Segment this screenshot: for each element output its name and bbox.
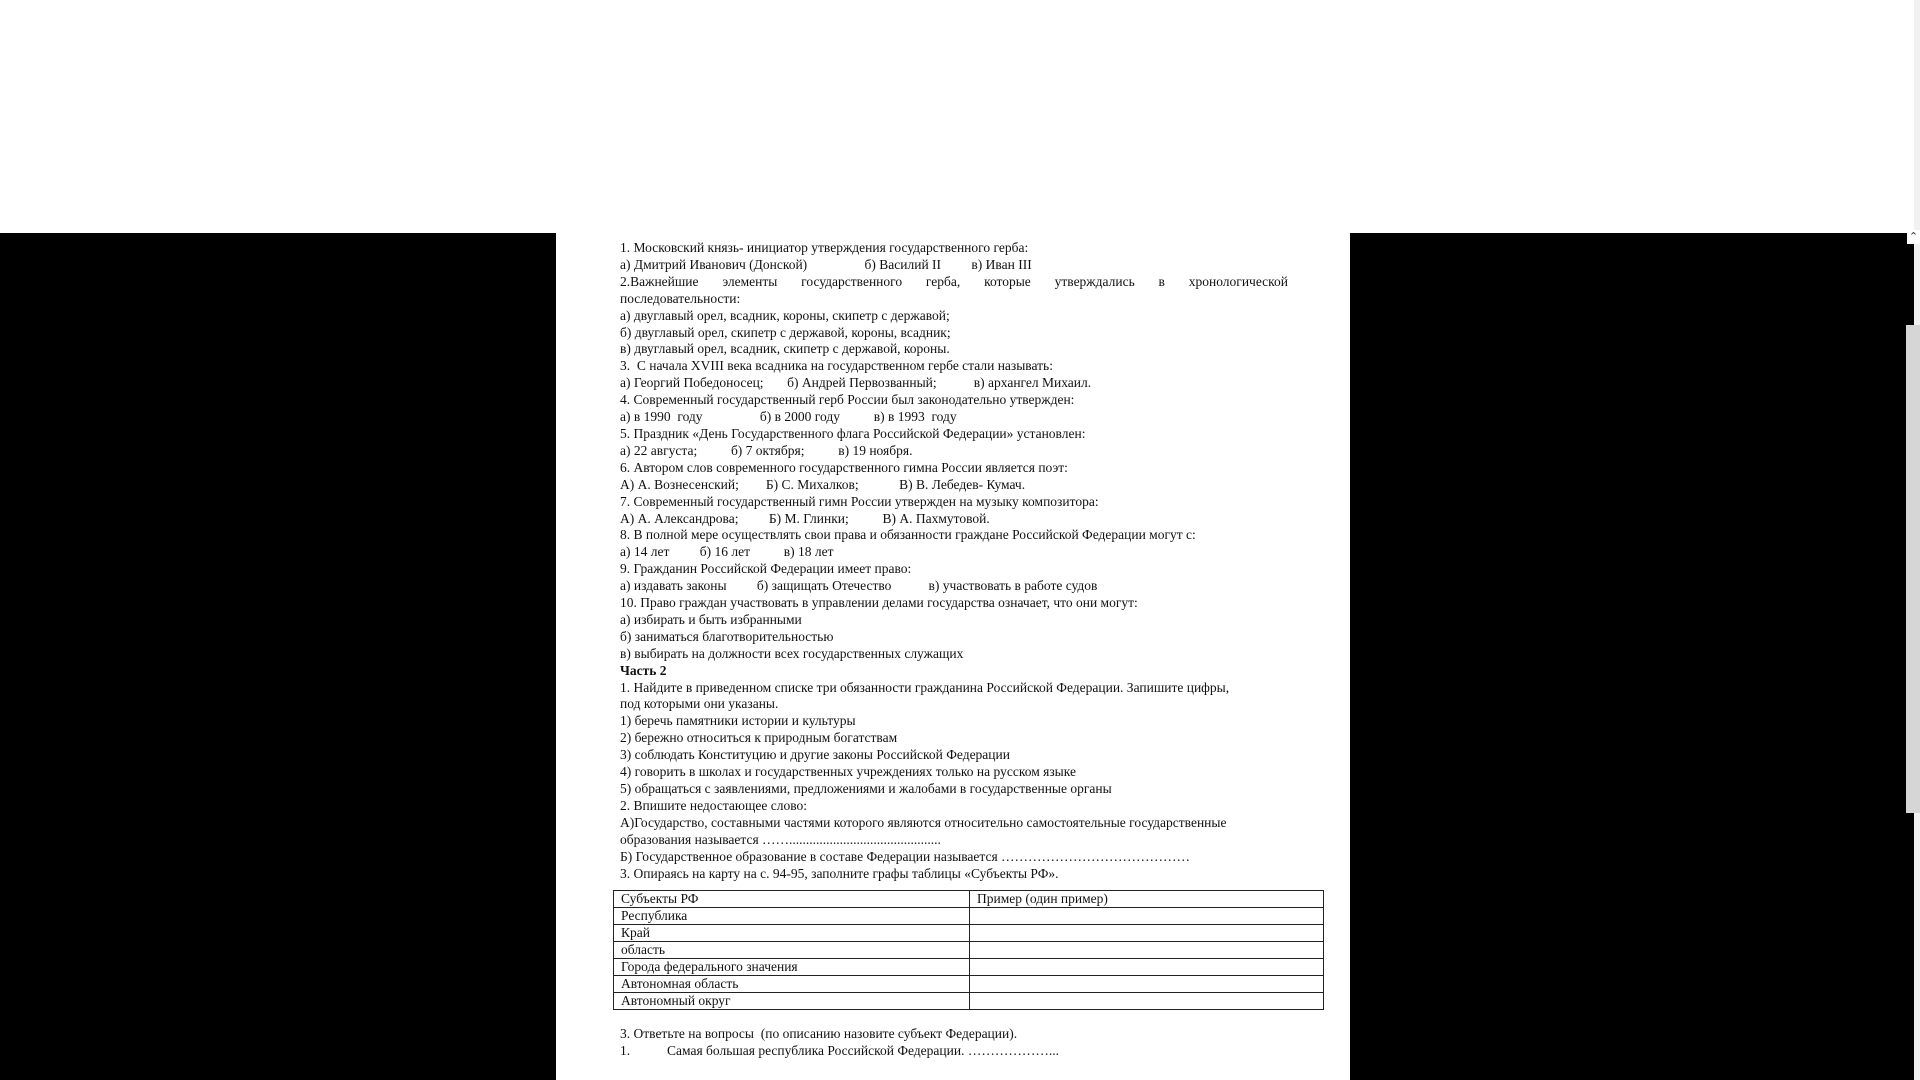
- text-line: образования называется …….............................................: [620, 831, 941, 847]
- empty-answer-cell: [970, 908, 1324, 925]
- text-line: а) издавать законы б) защищать Отечество в) участвовать в работе судов: [620, 578, 1098, 594]
- text-line: 9. Гражданин Российской Федерации имеет право:: [620, 561, 912, 577]
- text-line: Б) Государственное образование в составе Федерации называется ……………………………………: [620, 848, 1191, 864]
- text-line: 8. В полной мере осуществлять свои права и обязанности граждане Российской Федерации могут с:: [620, 527, 1196, 543]
- text-line: А)Государство, составными частями которого являются относительно самостоятельные государственные: [620, 814, 1227, 830]
- part1-section: [620, 240, 1288, 663]
- table-header-cell: Субъекты РФ: [614, 891, 970, 908]
- text-line: 3) соблюдать Конституцию и другие законы Российской Федерации: [620, 747, 1010, 763]
- text-line: 7. Современный государственный гимн России утвержден на музыку композитора:: [620, 493, 1099, 509]
- part2-section: [620, 680, 1288, 883]
- question-text: Самая большая республика Российской Федерации. ………………...: [667, 1043, 1059, 1059]
- table-header-cell: Пример (один пример): [970, 891, 1324, 908]
- text-line: под которыми они указаны.: [620, 696, 779, 712]
- text-line: в) выбирать на должности всех государственных служащих: [620, 645, 964, 661]
- text-line: а) в 1990 году б) в 2000 году в) в 1993 году: [620, 409, 957, 425]
- empty-answer-cell: [970, 942, 1324, 959]
- text-line: последовательности:: [620, 290, 741, 306]
- text-line: в) двуглавый орел, всадник, скипетр с державой, короны.: [620, 341, 950, 357]
- text-line: б) заниматься благотворительностью: [620, 628, 834, 644]
- document-content: [620, 240, 1288, 1060]
- text-line: а) избирать и быть избранными: [620, 611, 802, 627]
- text-line: 3. С начала XVIII века всадника на государственном гербе стали называть:: [620, 358, 1053, 374]
- text-line: а) Дмитрий Иванович (Донской) б) Василий II в) Иван III: [620, 256, 1032, 272]
- text-line: 1. Московский князь- инициатор утверждения государственного герба:: [620, 240, 1029, 255]
- table-cell: Города федерального значения: [614, 959, 970, 976]
- table-row: [614, 925, 1324, 942]
- text-line: А) А. Вознесенский; Б) С. Михалков; В) В. Лебедев- Кумач.: [620, 476, 1026, 492]
- scrollbar-thumb[interactable]: [1906, 325, 1920, 813]
- part2-heading: Часть 2: [620, 662, 667, 678]
- text-line: 5) обращаться с заявлениями, предложениями и жалобами в государственные органы: [620, 781, 1112, 796]
- text-line: а) Георгий Победоносец; б) Андрей Первозванный; в) архангел Михаил.: [620, 375, 1092, 391]
- table-cell: Автономная область: [614, 976, 970, 993]
- viewer-top-blank-area: [0, 0, 1914, 233]
- empty-answer-cell: [970, 993, 1324, 1010]
- text-line: 1) беречь памятники истории и культуры: [620, 713, 856, 729]
- text-line: 2) бережно относиться к природным богатствам: [620, 730, 898, 746]
- table-row: [614, 959, 1324, 976]
- subjects-table: [613, 890, 1324, 1010]
- viewer-left-margin: [0, 233, 556, 1080]
- empty-answer-cell: [970, 925, 1324, 942]
- text-line: 2.Важнейшие элементы государственного герба, которые утверждались в хронологической: [620, 273, 1288, 289]
- document-page: [556, 233, 1350, 1080]
- text-line: 5. Праздник «День Государственного флага Российской Федерации» установлен:: [620, 425, 1086, 441]
- table-row: [614, 976, 1324, 993]
- text-line: 2. Впишите недостающее слово:: [620, 797, 807, 813]
- table-row: [614, 908, 1324, 925]
- table-row: [614, 942, 1324, 959]
- question-number: 1.: [620, 1043, 631, 1059]
- text-line: 4. Современный государственный герб России был законодательно утвержден:: [620, 392, 1075, 408]
- viewer-right-margin: [1350, 233, 1914, 1080]
- text-line: 3. Опираясь на карту на с. 94-95, заполните графы таблицы «Субъекты РФ».: [620, 865, 1059, 881]
- table-cell: Республика: [614, 908, 970, 925]
- text-line: 10. Право граждан участвовать в управлении делами государства означает, что они могут:: [620, 595, 1138, 611]
- table-header-row: [614, 891, 1324, 908]
- text-line: а) 22 августа; б) 7 октября; в) 19 ноября.: [620, 442, 913, 458]
- text-line: а) 14 лет б) 16 лет в) 18 лет: [620, 544, 834, 560]
- text-line: 4) говорить в школах и государственных учреждениях только на русском языке: [620, 764, 1076, 780]
- questions-intro: 3. Ответьте на вопросы (по описанию назовите субъект Федерации).: [620, 1026, 1018, 1042]
- text-line: 6. Автором слов современного государственного гимна России является поэт:: [620, 459, 1068, 475]
- text-line: А) А. Александрова; Б) М. Глинки; В) А. Пахмутовой.: [620, 510, 990, 526]
- table-row: [614, 993, 1324, 1010]
- text-line: 1. Найдите в приведенном списке три обязанности гражданина Российской Федерации. Запишите цифры,: [620, 679, 1230, 695]
- empty-answer-cell: [970, 976, 1324, 993]
- text-line: а) двуглавый орел, всадник, короны, скипетр с державой;: [620, 307, 950, 323]
- empty-answer-cell: [970, 959, 1324, 976]
- scroll-up-arrow-icon[interactable]: ⌃: [1908, 230, 1919, 243]
- table-cell: Автономный округ: [614, 993, 970, 1010]
- text-line: б) двуглавый орел, скипетр с державой, короны, всадник;: [620, 324, 951, 340]
- table-cell: область: [614, 942, 970, 959]
- table-cell: Край: [614, 925, 970, 942]
- question-item: [620, 1043, 1288, 1060]
